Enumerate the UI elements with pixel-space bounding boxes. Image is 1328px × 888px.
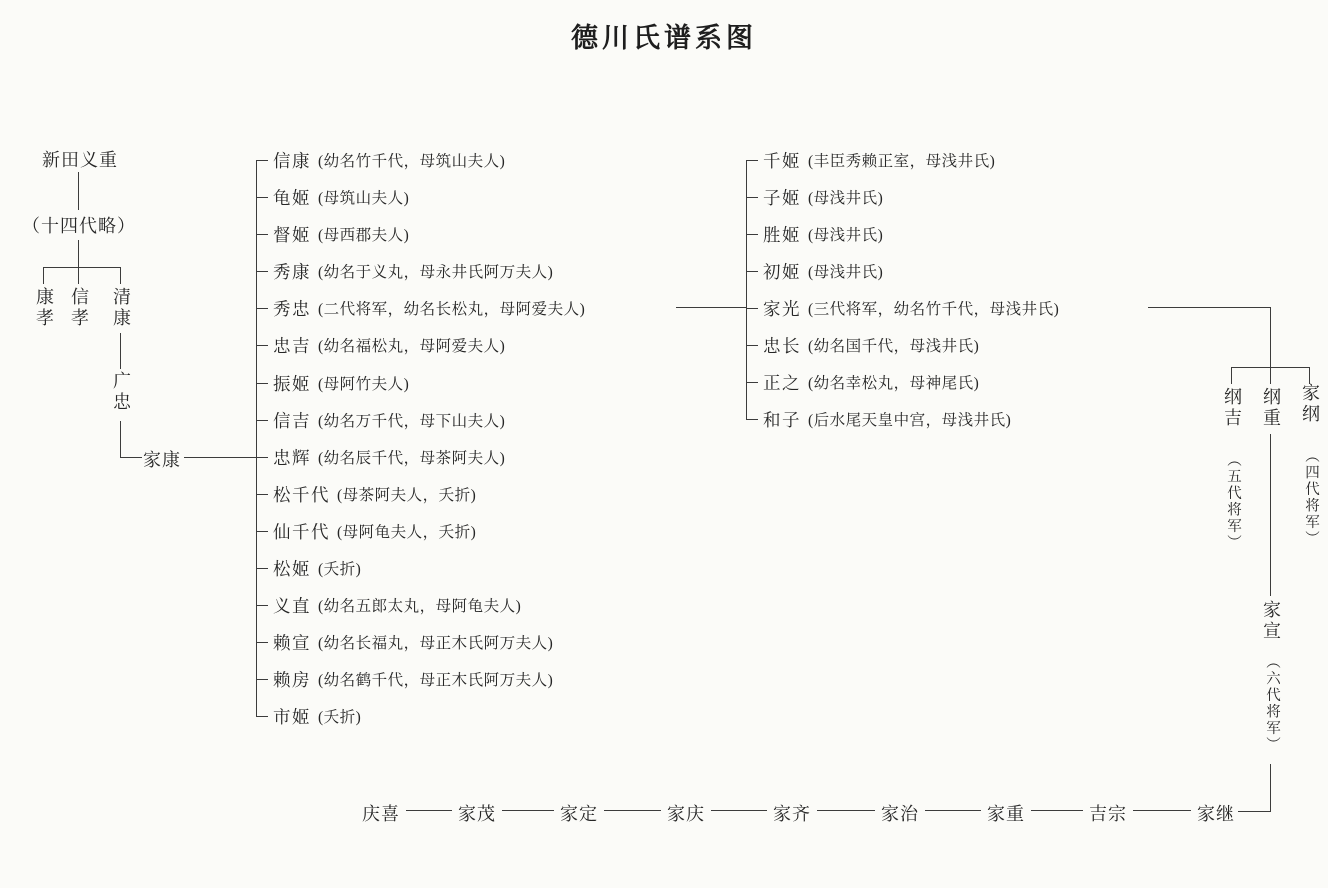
connector-line bbox=[676, 307, 746, 308]
member-name-vertical: 广忠 bbox=[111, 371, 131, 413]
member-note: (母筑山夫人) bbox=[318, 190, 410, 207]
member-row bbox=[256, 704, 361, 728]
member-note-vertical: （五代将军） bbox=[1225, 452, 1241, 551]
member-name-vertical: 清康 bbox=[111, 287, 131, 329]
member-name: 正之 bbox=[763, 372, 801, 393]
member-name: 家光 bbox=[763, 298, 801, 319]
member-row bbox=[256, 296, 585, 320]
member-row bbox=[746, 333, 979, 357]
member-note: (幼名长福丸，母正木氏阿万夫人) bbox=[318, 635, 554, 652]
member-note-vertical: （四代将军） bbox=[1303, 448, 1319, 547]
member-note: (幼名竹千代，母筑山夫人) bbox=[318, 153, 506, 170]
member-row bbox=[256, 445, 505, 469]
member-row bbox=[746, 370, 979, 394]
omitted-generations-note: （十四代略） bbox=[22, 216, 136, 236]
member-note: (母茶阿夫人，夭折) bbox=[337, 487, 477, 504]
member-note-vertical: （六代将军） bbox=[1264, 654, 1280, 753]
member-name: 赖宣 bbox=[273, 632, 311, 653]
member-name: 吉宗 bbox=[1089, 804, 1127, 824]
connector-line bbox=[1031, 810, 1083, 811]
member-name: 督姬 bbox=[273, 224, 311, 245]
member-name: 家康 bbox=[143, 450, 181, 470]
branch-tick bbox=[746, 345, 758, 346]
branch-tick bbox=[746, 160, 758, 161]
connector-line bbox=[1270, 367, 1271, 384]
member-name: 义直 bbox=[273, 595, 311, 616]
member-row bbox=[746, 259, 883, 283]
connector-line bbox=[1231, 367, 1232, 384]
branch-tick bbox=[256, 642, 268, 643]
connector-line bbox=[1270, 434, 1271, 596]
member-row bbox=[256, 148, 505, 172]
connector-line bbox=[43, 267, 121, 268]
member-name: 初姬 bbox=[763, 261, 801, 282]
member-name: 家茂 bbox=[458, 804, 496, 824]
member-note: (母阿龟夫人，夭折) bbox=[337, 524, 477, 541]
member-row bbox=[746, 296, 1059, 320]
branch-tick bbox=[256, 531, 268, 532]
connector-line bbox=[1270, 764, 1271, 812]
member-row bbox=[256, 593, 521, 617]
connector-line bbox=[120, 457, 142, 458]
connector-line bbox=[925, 810, 981, 811]
member-name: 家继 bbox=[1197, 804, 1235, 824]
member-name-vertical: 家纲 bbox=[1300, 383, 1320, 425]
chart-title: 德川氏谱系图 bbox=[571, 23, 757, 53]
connector-line bbox=[604, 810, 661, 811]
member-name: 家齐 bbox=[773, 804, 811, 824]
member-note: (母浅井氏) bbox=[808, 264, 884, 281]
member-name: 子姬 bbox=[763, 187, 801, 208]
member-name: 松姬 bbox=[273, 558, 311, 579]
member-note: (母阿竹夫人) bbox=[318, 376, 410, 393]
member-note: (母浅井氏) bbox=[808, 227, 884, 244]
member-name: 家治 bbox=[881, 804, 919, 824]
member-name: 松千代 bbox=[273, 484, 330, 505]
member-name: 龟姬 bbox=[273, 187, 311, 208]
member-note: (幼名辰千代，母茶阿夫人) bbox=[318, 450, 506, 467]
connector-line bbox=[502, 810, 554, 811]
member-name: 信康 bbox=[273, 150, 311, 171]
member-row bbox=[256, 482, 476, 506]
member-name: 忠吉 bbox=[273, 335, 311, 356]
member-name: 市姬 bbox=[273, 706, 311, 727]
branch-tick bbox=[746, 308, 758, 309]
connector-line bbox=[120, 421, 121, 458]
member-name: 信吉 bbox=[273, 410, 311, 431]
member-name-vertical: 家宣 bbox=[1261, 600, 1281, 642]
connector-line bbox=[78, 172, 79, 210]
branch-tick bbox=[256, 345, 268, 346]
branch-tick bbox=[256, 271, 268, 272]
connector-line bbox=[1238, 811, 1271, 812]
branch-tick bbox=[746, 271, 758, 272]
member-row bbox=[746, 407, 1011, 431]
member-note: (幼名鹤千代，母正木氏阿万夫人) bbox=[318, 672, 554, 689]
member-name: 振姬 bbox=[273, 373, 311, 394]
member-name: 秀康 bbox=[273, 261, 311, 282]
member-row bbox=[256, 408, 505, 432]
connector-line bbox=[78, 240, 79, 267]
branch-tick bbox=[256, 494, 268, 495]
ancestor-root: 新田义重 bbox=[42, 150, 118, 170]
member-name: 忠长 bbox=[763, 335, 801, 356]
member-name: 胜姬 bbox=[763, 224, 801, 245]
connector-line bbox=[1148, 307, 1270, 308]
connector-line bbox=[711, 810, 767, 811]
branch-tick bbox=[256, 716, 268, 717]
connector-line bbox=[120, 267, 121, 284]
branch-tick bbox=[256, 308, 268, 309]
branch-tick bbox=[746, 382, 758, 383]
member-name-vertical: 纲吉 bbox=[1222, 387, 1242, 429]
member-note: (幼名五郎太丸，母阿龟夫人) bbox=[318, 598, 522, 615]
member-name: 忠辉 bbox=[273, 447, 311, 468]
member-row bbox=[256, 630, 553, 654]
member-row bbox=[256, 259, 553, 283]
connector-line bbox=[406, 810, 452, 811]
member-row bbox=[256, 333, 505, 357]
branch-tick bbox=[746, 234, 758, 235]
branch-tick bbox=[256, 160, 268, 161]
member-row bbox=[256, 519, 476, 543]
member-row bbox=[746, 222, 883, 246]
member-note: (幼名万千代，母下山夫人) bbox=[318, 413, 506, 430]
member-note: (后水尾天皇中宫，母浅井氏) bbox=[808, 412, 1012, 429]
member-row bbox=[746, 148, 995, 172]
branch-tick bbox=[746, 197, 758, 198]
member-name-vertical: 康孝 bbox=[34, 287, 54, 329]
member-name: 家庆 bbox=[667, 804, 705, 824]
branch-tick bbox=[256, 420, 268, 421]
member-note: (母浅井氏) bbox=[808, 190, 884, 207]
branch-tick bbox=[256, 457, 268, 458]
connector-line bbox=[1309, 367, 1310, 384]
member-row bbox=[256, 371, 409, 395]
member-name: 家定 bbox=[560, 804, 598, 824]
connector-line bbox=[43, 267, 44, 284]
connector-line bbox=[120, 333, 121, 369]
member-note: (二代将军，幼名长松丸，母阿爱夫人) bbox=[318, 301, 586, 318]
branch-tick bbox=[256, 679, 268, 680]
member-row bbox=[256, 667, 553, 691]
connector-line bbox=[1133, 810, 1191, 811]
branch-tick bbox=[256, 234, 268, 235]
member-note: (幼名国千代，母浅井氏) bbox=[808, 338, 980, 355]
member-note: (丰臣秀赖正室，母浅井氏) bbox=[808, 153, 996, 170]
member-row bbox=[256, 556, 361, 580]
member-note: (幼名于义丸，母永井氏阿万夫人) bbox=[318, 264, 554, 281]
member-name: 庆喜 bbox=[362, 804, 400, 824]
connector-line bbox=[184, 457, 256, 458]
member-note: (夭折) bbox=[318, 709, 362, 726]
branch-tick bbox=[256, 383, 268, 384]
branch-tick bbox=[256, 568, 268, 569]
member-name: 赖房 bbox=[273, 669, 311, 690]
member-name: 家重 bbox=[987, 804, 1025, 824]
member-name: 和子 bbox=[763, 409, 801, 430]
member-note: (三代将军，幼名竹千代，母浅井氏) bbox=[808, 301, 1060, 318]
member-note: (幼名福松丸，母阿爱夫人) bbox=[318, 338, 506, 355]
member-name-vertical: 信孝 bbox=[69, 287, 89, 329]
member-note: (母西郡夫人) bbox=[318, 227, 410, 244]
member-note: (幼名幸松丸，母神尾氏) bbox=[808, 375, 980, 392]
member-name: 千姬 bbox=[763, 150, 801, 171]
member-row bbox=[746, 185, 883, 209]
member-note: (夭折) bbox=[318, 561, 362, 578]
connector-line bbox=[78, 267, 79, 284]
connector-line bbox=[817, 810, 875, 811]
member-name: 秀忠 bbox=[273, 298, 311, 319]
member-name: 仙千代 bbox=[273, 521, 330, 542]
branch-tick bbox=[746, 419, 758, 420]
branch-tick bbox=[256, 197, 268, 198]
member-row bbox=[256, 222, 409, 246]
branch-tick bbox=[256, 605, 268, 606]
member-name-vertical: 纲重 bbox=[1261, 387, 1281, 429]
member-row bbox=[256, 185, 409, 209]
connector-line bbox=[1270, 307, 1271, 368]
